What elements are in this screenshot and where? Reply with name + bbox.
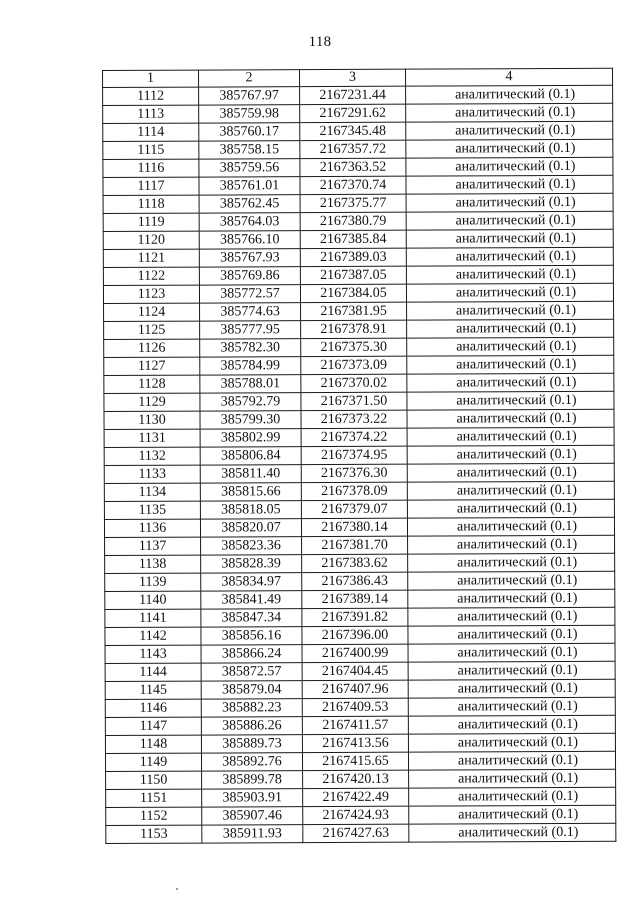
y-coordinate-cell: 2167413.56 bbox=[302, 734, 408, 752]
x-coordinate-cell: 385792.79 bbox=[200, 393, 301, 411]
method-cell: аналитический (0.1) bbox=[407, 427, 614, 446]
y-coordinate-cell: 2167375.77 bbox=[300, 194, 406, 212]
table-row bbox=[103, 283, 613, 303]
table-row bbox=[103, 85, 613, 105]
point-number-cell: 1113 bbox=[103, 105, 199, 123]
point-number-cell: 1143 bbox=[105, 645, 201, 663]
header-col-3: 3 bbox=[300, 69, 406, 86]
y-coordinate-cell: 2167375.30 bbox=[301, 338, 407, 356]
method-cell: аналитический (0.1) bbox=[406, 193, 613, 212]
y-coordinate-cell: 2167384.05 bbox=[300, 284, 406, 302]
table-row bbox=[106, 787, 616, 807]
x-coordinate-cell: 385889.73 bbox=[201, 735, 302, 753]
point-number-cell: 1132 bbox=[104, 447, 200, 465]
method-cell: аналитический (0.1) bbox=[408, 571, 615, 590]
x-coordinate-cell: 385811.40 bbox=[200, 465, 301, 483]
point-number-cell: 1149 bbox=[105, 753, 201, 771]
y-coordinate-cell: 2167422.49 bbox=[303, 788, 409, 806]
table-row bbox=[104, 373, 614, 393]
method-cell: аналитический (0.1) bbox=[408, 661, 615, 680]
table-row bbox=[104, 355, 614, 375]
x-coordinate-cell: 385886.26 bbox=[201, 717, 302, 735]
y-coordinate-cell: 2167409.53 bbox=[302, 698, 408, 716]
method-cell: аналитический (0.1) bbox=[408, 553, 615, 572]
point-number-cell: 1141 bbox=[105, 609, 201, 627]
x-coordinate-cell: 385872.57 bbox=[201, 663, 302, 681]
table-row bbox=[103, 211, 613, 231]
y-coordinate-cell: 2167387.05 bbox=[300, 266, 406, 284]
point-number-cell: 1153 bbox=[106, 825, 202, 843]
y-coordinate-cell: 2167380.79 bbox=[300, 212, 406, 230]
method-cell: аналитический (0.1) bbox=[407, 409, 614, 428]
table-row bbox=[104, 319, 614, 339]
table-row bbox=[105, 661, 615, 681]
table-row bbox=[103, 265, 613, 285]
x-coordinate-cell: 385782.30 bbox=[200, 339, 301, 357]
x-coordinate-cell: 385866.24 bbox=[201, 645, 302, 663]
point-number-cell: 1129 bbox=[104, 393, 200, 411]
header-col-4: 4 bbox=[405, 68, 612, 86]
x-coordinate-cell: 385760.17 bbox=[199, 123, 300, 141]
table-row bbox=[103, 247, 613, 267]
method-cell: аналитический (0.1) bbox=[407, 517, 614, 536]
method-cell: аналитический (0.1) bbox=[409, 805, 616, 824]
point-number-cell: 1120 bbox=[103, 231, 199, 249]
table-row bbox=[104, 481, 614, 501]
x-coordinate-cell: 385820.07 bbox=[200, 519, 301, 537]
x-coordinate-cell: 385788.01 bbox=[200, 375, 301, 393]
x-coordinate-cell: 385823.36 bbox=[201, 537, 302, 555]
point-number-cell: 1117 bbox=[103, 177, 199, 195]
y-coordinate-cell: 2167374.95 bbox=[301, 446, 407, 464]
method-cell: аналитический (0.1) bbox=[409, 769, 616, 788]
y-coordinate-cell: 2167379.07 bbox=[301, 500, 407, 518]
x-coordinate-cell: 385841.49 bbox=[201, 591, 302, 609]
point-number-cell: 1122 bbox=[103, 267, 199, 285]
x-coordinate-cell: 385766.10 bbox=[199, 231, 300, 249]
y-coordinate-cell: 2167389.03 bbox=[300, 248, 406, 266]
method-cell: аналитический (0.1) bbox=[406, 139, 613, 158]
point-number-cell: 1126 bbox=[104, 339, 200, 357]
point-number-cell: 1152 bbox=[106, 807, 202, 825]
table-row bbox=[105, 571, 615, 591]
method-cell: аналитический (0.1) bbox=[406, 229, 613, 248]
table-row bbox=[105, 607, 615, 627]
method-cell: аналитический (0.1) bbox=[408, 589, 615, 608]
y-coordinate-cell: 2167370.74 bbox=[300, 176, 406, 194]
method-cell: аналитический (0.1) bbox=[407, 319, 614, 338]
table-row bbox=[106, 823, 616, 843]
table-row bbox=[106, 769, 616, 789]
y-coordinate-cell: 2167386.43 bbox=[302, 572, 408, 590]
x-coordinate-cell: 385834.97 bbox=[201, 573, 302, 591]
x-coordinate-cell: 385815.66 bbox=[200, 483, 301, 501]
table-row bbox=[106, 805, 616, 825]
y-coordinate-cell: 2167404.45 bbox=[302, 662, 408, 680]
y-coordinate-cell: 2167391.82 bbox=[302, 608, 408, 626]
method-cell: аналитический (0.1) bbox=[407, 373, 614, 392]
y-coordinate-cell: 2167400.99 bbox=[302, 644, 408, 662]
y-coordinate-cell: 2167381.95 bbox=[301, 302, 407, 320]
method-cell: аналитический (0.1) bbox=[406, 157, 613, 176]
x-coordinate-cell: 385828.39 bbox=[201, 555, 302, 573]
point-number-cell: 1138 bbox=[105, 555, 201, 573]
y-coordinate-cell: 2167231.44 bbox=[300, 86, 406, 104]
x-coordinate-cell: 385879.04 bbox=[201, 681, 302, 699]
x-coordinate-cell: 385777.95 bbox=[200, 321, 301, 339]
table-row bbox=[105, 643, 615, 663]
point-number-cell: 1112 bbox=[103, 87, 199, 105]
x-coordinate-cell: 385758.15 bbox=[199, 141, 300, 159]
x-coordinate-cell: 385802.99 bbox=[200, 429, 301, 447]
y-coordinate-cell: 2167396.00 bbox=[302, 626, 408, 644]
point-number-cell: 1134 bbox=[104, 483, 200, 501]
point-number-cell: 1148 bbox=[105, 735, 201, 753]
x-coordinate-cell: 385911.93 bbox=[202, 825, 303, 843]
x-coordinate-cell: 385903.91 bbox=[202, 789, 303, 807]
table-row bbox=[105, 589, 615, 609]
method-cell: аналитический (0.1) bbox=[408, 643, 615, 662]
table-row bbox=[104, 391, 614, 411]
method-cell: аналитический (0.1) bbox=[408, 679, 615, 698]
point-number-cell: 1133 bbox=[104, 465, 200, 483]
table-row bbox=[105, 751, 615, 771]
x-coordinate-cell: 385767.97 bbox=[199, 87, 300, 105]
point-number-cell: 1119 bbox=[103, 213, 199, 231]
point-number-cell: 1131 bbox=[104, 429, 200, 447]
x-coordinate-cell: 385784.99 bbox=[200, 357, 301, 375]
table-row bbox=[105, 715, 615, 735]
table-row bbox=[103, 229, 613, 249]
header-col-1: 1 bbox=[103, 70, 199, 87]
y-coordinate-cell: 2167370.02 bbox=[301, 374, 407, 392]
point-number-cell: 1136 bbox=[104, 519, 200, 537]
y-coordinate-cell: 2167373.09 bbox=[301, 356, 407, 374]
method-cell: аналитический (0.1) bbox=[408, 751, 615, 770]
point-number-cell: 1137 bbox=[105, 537, 201, 555]
table-row bbox=[105, 625, 615, 645]
x-coordinate-cell: 385759.56 bbox=[199, 159, 300, 177]
table-body bbox=[103, 85, 616, 843]
y-coordinate-cell: 2167376.30 bbox=[301, 464, 407, 482]
table-row bbox=[104, 337, 614, 357]
method-cell: аналитический (0.1) bbox=[407, 355, 614, 374]
y-coordinate-cell: 2167383.62 bbox=[302, 554, 408, 572]
x-coordinate-cell: 385899.78 bbox=[202, 771, 303, 789]
point-number-cell: 1145 bbox=[105, 681, 201, 699]
x-coordinate-cell: 385761.01 bbox=[199, 177, 300, 195]
y-coordinate-cell: 2167373.22 bbox=[301, 410, 407, 428]
method-cell: аналитический (0.1) bbox=[406, 85, 613, 104]
x-coordinate-cell: 385818.05 bbox=[200, 501, 301, 519]
method-cell: аналитический (0.1) bbox=[409, 823, 616, 842]
point-number-cell: 1121 bbox=[103, 249, 199, 267]
method-cell: аналитический (0.1) bbox=[406, 121, 613, 140]
table-row bbox=[104, 445, 614, 465]
y-coordinate-cell: 2167291.62 bbox=[300, 104, 406, 122]
table-row bbox=[105, 697, 615, 717]
point-number-cell: 1124 bbox=[104, 303, 200, 321]
x-coordinate-cell: 385759.98 bbox=[199, 105, 300, 123]
table-row bbox=[103, 157, 613, 177]
table-row bbox=[105, 733, 615, 753]
table-row bbox=[104, 517, 614, 537]
point-number-cell: 1115 bbox=[103, 141, 199, 159]
x-coordinate-cell: 385774.63 bbox=[200, 303, 301, 321]
method-cell: аналитический (0.1) bbox=[408, 535, 615, 554]
point-number-cell: 1139 bbox=[105, 573, 201, 591]
point-number-cell: 1146 bbox=[105, 699, 201, 717]
point-number-cell: 1114 bbox=[103, 123, 199, 141]
table-row bbox=[104, 301, 614, 321]
table-row bbox=[104, 499, 614, 519]
method-cell: аналитический (0.1) bbox=[406, 175, 613, 194]
point-number-cell: 1128 bbox=[104, 375, 200, 393]
point-number-cell: 1130 bbox=[104, 411, 200, 429]
method-cell: аналитический (0.1) bbox=[408, 715, 615, 734]
point-number-cell: 1150 bbox=[106, 771, 202, 789]
y-coordinate-cell: 2167407.96 bbox=[302, 680, 408, 698]
method-cell: аналитический (0.1) bbox=[407, 481, 614, 500]
point-number-cell: 1151 bbox=[106, 789, 202, 807]
scan-speck bbox=[176, 888, 178, 890]
method-cell: аналитический (0.1) bbox=[408, 607, 615, 626]
table-row bbox=[103, 139, 613, 159]
table-row bbox=[103, 175, 613, 195]
point-number-cell: 1123 bbox=[103, 285, 199, 303]
point-number-cell: 1144 bbox=[105, 663, 201, 681]
y-coordinate-cell: 2167389.14 bbox=[302, 590, 408, 608]
page-number: 118 bbox=[308, 34, 332, 50]
method-cell: аналитический (0.1) bbox=[407, 499, 614, 518]
y-coordinate-cell: 2167378.09 bbox=[301, 482, 407, 500]
y-coordinate-cell: 2167374.22 bbox=[301, 428, 407, 446]
y-coordinate-cell: 2167420.13 bbox=[303, 770, 409, 788]
table-row bbox=[105, 679, 615, 699]
point-number-cell: 1140 bbox=[105, 591, 201, 609]
x-coordinate-cell: 385769.86 bbox=[199, 267, 300, 285]
method-cell: аналитический (0.1) bbox=[407, 463, 614, 482]
method-cell: аналитический (0.1) bbox=[406, 103, 613, 122]
x-coordinate-cell: 385907.46 bbox=[202, 807, 303, 825]
method-cell: аналитический (0.1) bbox=[409, 787, 616, 806]
method-cell: аналитический (0.1) bbox=[408, 625, 615, 644]
table-row bbox=[105, 553, 615, 573]
table-row bbox=[104, 409, 614, 429]
point-number-cell: 1118 bbox=[103, 195, 199, 213]
method-cell: аналитический (0.1) bbox=[407, 445, 614, 464]
y-coordinate-cell: 2167385.84 bbox=[300, 230, 406, 248]
method-cell: аналитический (0.1) bbox=[407, 301, 614, 320]
table-row bbox=[104, 463, 614, 483]
table-row bbox=[103, 103, 613, 123]
x-coordinate-cell: 385847.34 bbox=[201, 609, 302, 627]
table-row bbox=[104, 427, 614, 447]
x-coordinate-cell: 385767.93 bbox=[199, 249, 300, 267]
x-coordinate-cell: 385799.30 bbox=[200, 411, 301, 429]
y-coordinate-cell: 2167427.63 bbox=[303, 824, 409, 842]
y-coordinate-cell: 2167371.50 bbox=[301, 392, 407, 410]
y-coordinate-cell: 2167411.57 bbox=[302, 716, 408, 734]
method-cell: аналитический (0.1) bbox=[406, 247, 613, 266]
point-number-cell: 1127 bbox=[104, 357, 200, 375]
x-coordinate-cell: 385764.03 bbox=[199, 213, 300, 231]
point-number-cell: 1116 bbox=[103, 159, 199, 177]
table-row bbox=[105, 535, 615, 555]
x-coordinate-cell: 385806.84 bbox=[200, 447, 301, 465]
point-number-cell: 1135 bbox=[104, 501, 200, 519]
point-number-cell: 1142 bbox=[105, 627, 201, 645]
table-row bbox=[103, 193, 613, 213]
y-coordinate-cell: 2167381.70 bbox=[302, 536, 408, 554]
x-coordinate-cell: 385762.45 bbox=[199, 195, 300, 213]
x-coordinate-cell: 385882.23 bbox=[201, 699, 302, 717]
method-cell: аналитический (0.1) bbox=[408, 697, 615, 716]
y-coordinate-cell: 2167378.91 bbox=[301, 320, 407, 338]
point-number-cell: 1125 bbox=[104, 321, 200, 339]
y-coordinate-cell: 2167345.48 bbox=[300, 122, 406, 140]
method-cell: аналитический (0.1) bbox=[408, 733, 615, 752]
point-number-cell: 1147 bbox=[105, 717, 201, 735]
y-coordinate-cell: 2167380.14 bbox=[301, 518, 407, 536]
y-coordinate-cell: 2167357.72 bbox=[300, 140, 406, 158]
method-cell: аналитический (0.1) bbox=[406, 283, 613, 302]
method-cell: аналитический (0.1) bbox=[406, 265, 613, 284]
table-row bbox=[103, 121, 613, 141]
y-coordinate-cell: 2167415.65 bbox=[302, 752, 408, 770]
x-coordinate-cell: 385892.76 bbox=[201, 753, 302, 771]
method-cell: аналитический (0.1) bbox=[407, 337, 614, 356]
y-coordinate-cell: 2167424.93 bbox=[303, 806, 409, 824]
header-col-2: 2 bbox=[199, 70, 300, 87]
x-coordinate-cell: 385856.16 bbox=[201, 627, 302, 645]
x-coordinate-cell: 385772.57 bbox=[199, 285, 300, 303]
method-cell: аналитический (0.1) bbox=[407, 391, 614, 410]
coordinates-table bbox=[102, 68, 616, 844]
method-cell: аналитический (0.1) bbox=[406, 211, 613, 230]
y-coordinate-cell: 2167363.52 bbox=[300, 158, 406, 176]
